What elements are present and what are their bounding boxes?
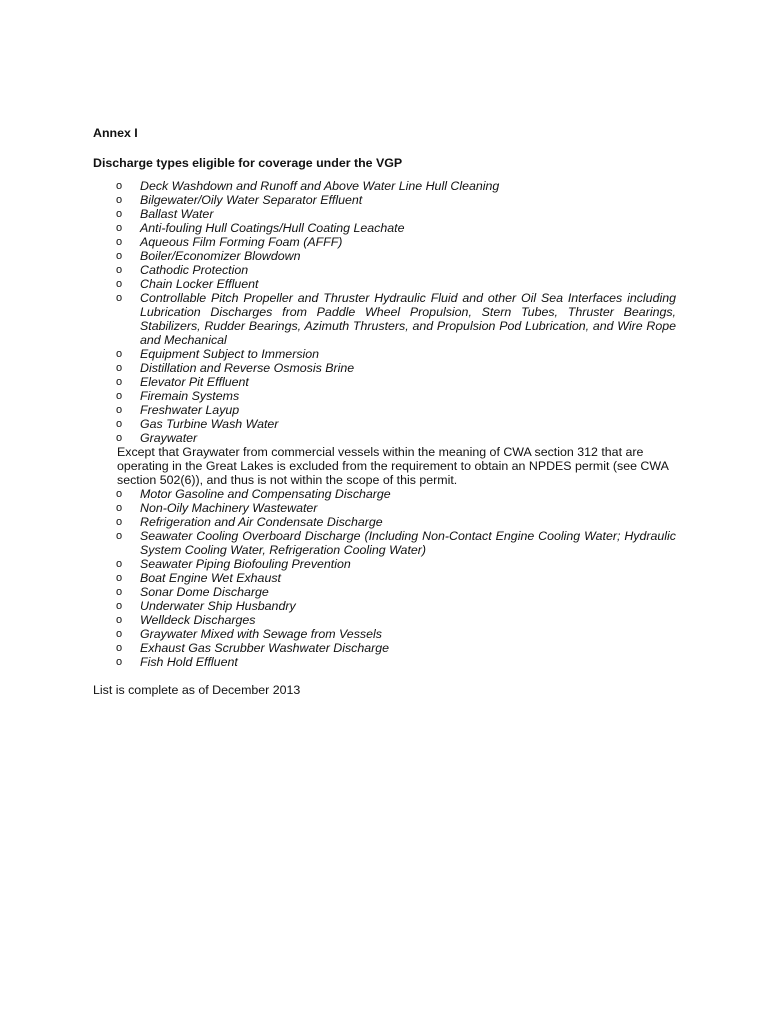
list-item bbox=[93, 501, 676, 515]
bullet-icon: o bbox=[116, 642, 123, 654]
list-item bbox=[93, 641, 676, 655]
bullet-icon: o bbox=[116, 516, 123, 528]
list-item bbox=[93, 235, 676, 249]
list-item-label: Controllable Pitch Propeller and Thruster Hydraulic Fluid and other Oil Sea Interfaces including Lubrication Discharges from Paddle Wheel Propulsion, Stern Tubes, Thruster Bearings, Stabilizers, Rudder Bearings, Azimuth Thrusters, and Propulsion Pod Lubrication, and Wire Rope and Mechanical bbox=[140, 291, 676, 347]
bullet-icon: o bbox=[116, 586, 123, 598]
list-item bbox=[93, 403, 676, 417]
list-item-label: Firemain Systems bbox=[140, 389, 240, 403]
list-item-label: Elevator Pit Effluent bbox=[140, 375, 249, 389]
bullet-icon: o bbox=[116, 488, 123, 500]
bullet-icon: o bbox=[116, 614, 123, 626]
list-item bbox=[93, 417, 676, 431]
list-item-label: Aqueous Film Forming Foam (AFFF) bbox=[140, 235, 343, 249]
list-item-label: Motor Gasoline and Compensating Discharge bbox=[140, 487, 391, 501]
list-item-label: Underwater Ship Husbandry bbox=[140, 599, 296, 613]
list-item bbox=[93, 627, 676, 641]
bullet-icon: o bbox=[116, 418, 123, 430]
list-item-label: Deck Washdown and Runoff and Above Water Line Hull Cleaning bbox=[140, 179, 500, 193]
bullet-icon: o bbox=[116, 236, 123, 248]
bullet-icon: o bbox=[116, 264, 123, 276]
bullet-icon: o bbox=[116, 376, 123, 388]
list-item-label: Graywater Mixed with Sewage from Vessels bbox=[140, 627, 382, 641]
bullet-icon: o bbox=[116, 390, 123, 402]
bullet-icon: o bbox=[116, 600, 123, 612]
list-item bbox=[93, 613, 676, 627]
list-item-label: Distillation and Reverse Osmosis Brine bbox=[140, 361, 355, 375]
list-item-label: Bilgewater/Oily Water Separator Effluent bbox=[140, 193, 363, 207]
list-item-label: Cathodic Protection bbox=[140, 263, 249, 277]
list-item bbox=[93, 585, 676, 599]
list-item-label: Refrigeration and Air Condensate Discharge bbox=[140, 515, 383, 529]
bullet-icon: o bbox=[116, 208, 123, 220]
page-subtitle: Discharge types eligible for coverage under the VGP bbox=[93, 156, 403, 170]
bullet-icon: o bbox=[116, 362, 123, 374]
list-item-label: Fish Hold Effluent bbox=[140, 655, 238, 669]
bullet-icon: o bbox=[116, 222, 123, 234]
bullet-icon: o bbox=[116, 194, 123, 206]
discharge-list-b bbox=[93, 487, 676, 669]
list-item bbox=[93, 179, 676, 193]
list-item-label: Boat Engine Wet Exhaust bbox=[140, 571, 281, 585]
bullet-icon: o bbox=[116, 572, 123, 584]
list-item bbox=[93, 221, 676, 235]
list-item-label: Welldeck Discharges bbox=[140, 613, 256, 627]
list-item-label: Ballast Water bbox=[140, 207, 214, 221]
annex-title: Annex I bbox=[93, 126, 138, 140]
list-item-label: Sonar Dome Discharge bbox=[140, 585, 269, 599]
bullet-icon: o bbox=[116, 530, 123, 542]
bullet-icon: o bbox=[116, 348, 123, 360]
list-item-label: Freshwater Layup bbox=[140, 403, 240, 417]
list-item bbox=[93, 431, 676, 445]
list-item bbox=[93, 529, 676, 557]
bullet-icon: o bbox=[116, 656, 123, 668]
bullet-icon: o bbox=[116, 292, 123, 304]
list-item bbox=[93, 291, 676, 347]
list-item-label: Graywater bbox=[140, 431, 198, 445]
list-item-label: Seawater Piping Biofouling Prevention bbox=[140, 557, 351, 571]
list-item-label: Non-Oily Machinery Wastewater bbox=[140, 501, 318, 515]
list-item bbox=[93, 487, 676, 501]
list-item-label: Anti-fouling Hull Coatings/Hull Coating Leachate bbox=[140, 221, 405, 235]
list-item bbox=[93, 571, 676, 585]
list-item bbox=[93, 375, 676, 389]
list-item-label: Gas Turbine Wash Water bbox=[140, 417, 279, 431]
list-item bbox=[93, 655, 676, 669]
bullet-icon: o bbox=[116, 278, 123, 290]
list-item bbox=[93, 193, 676, 207]
list-item bbox=[93, 557, 676, 571]
list-item-label: Seawater Cooling Overboard Discharge (Including Non-Contact Engine Cooling Water; Hydraulic System Cooling Water, Refrigeration Cooling Water) bbox=[140, 529, 676, 557]
list-item-label: Chain Locker Effluent bbox=[140, 277, 259, 291]
list-complete-note: List is complete as of December 2013 bbox=[93, 683, 301, 697]
list-item bbox=[93, 249, 676, 263]
list-item bbox=[93, 207, 676, 221]
bullet-icon: o bbox=[116, 432, 123, 444]
bullet-icon: o bbox=[116, 180, 123, 192]
discharge-list-a bbox=[93, 179, 676, 445]
bullet-icon: o bbox=[116, 404, 123, 416]
list-item bbox=[93, 277, 676, 291]
list-item-label: Boiler/Economizer Blowdown bbox=[140, 249, 301, 263]
bullet-icon: o bbox=[116, 558, 123, 570]
list-item bbox=[93, 599, 676, 613]
list-item bbox=[93, 263, 676, 277]
bullet-icon: o bbox=[116, 250, 123, 262]
bullet-icon: o bbox=[116, 628, 123, 640]
list-item-label: Exhaust Gas Scrubber Washwater Discharge bbox=[140, 641, 390, 655]
list-item bbox=[93, 361, 676, 375]
bullet-icon: o bbox=[116, 502, 123, 514]
list-item bbox=[93, 347, 676, 361]
list-item bbox=[93, 515, 676, 529]
list-item-label: Equipment Subject to Immersion bbox=[140, 347, 320, 361]
list-item bbox=[93, 389, 676, 403]
document-page bbox=[93, 126, 676, 709]
graywater-note: Except that Graywater from commercial vessels within the meaning of CWA section 312 that are operating in the Great Lakes is excluded from the requirement to obtain an NPDES permit (see CWA section 502(6)), and thus is not within the scope of this permit. bbox=[117, 445, 669, 487]
